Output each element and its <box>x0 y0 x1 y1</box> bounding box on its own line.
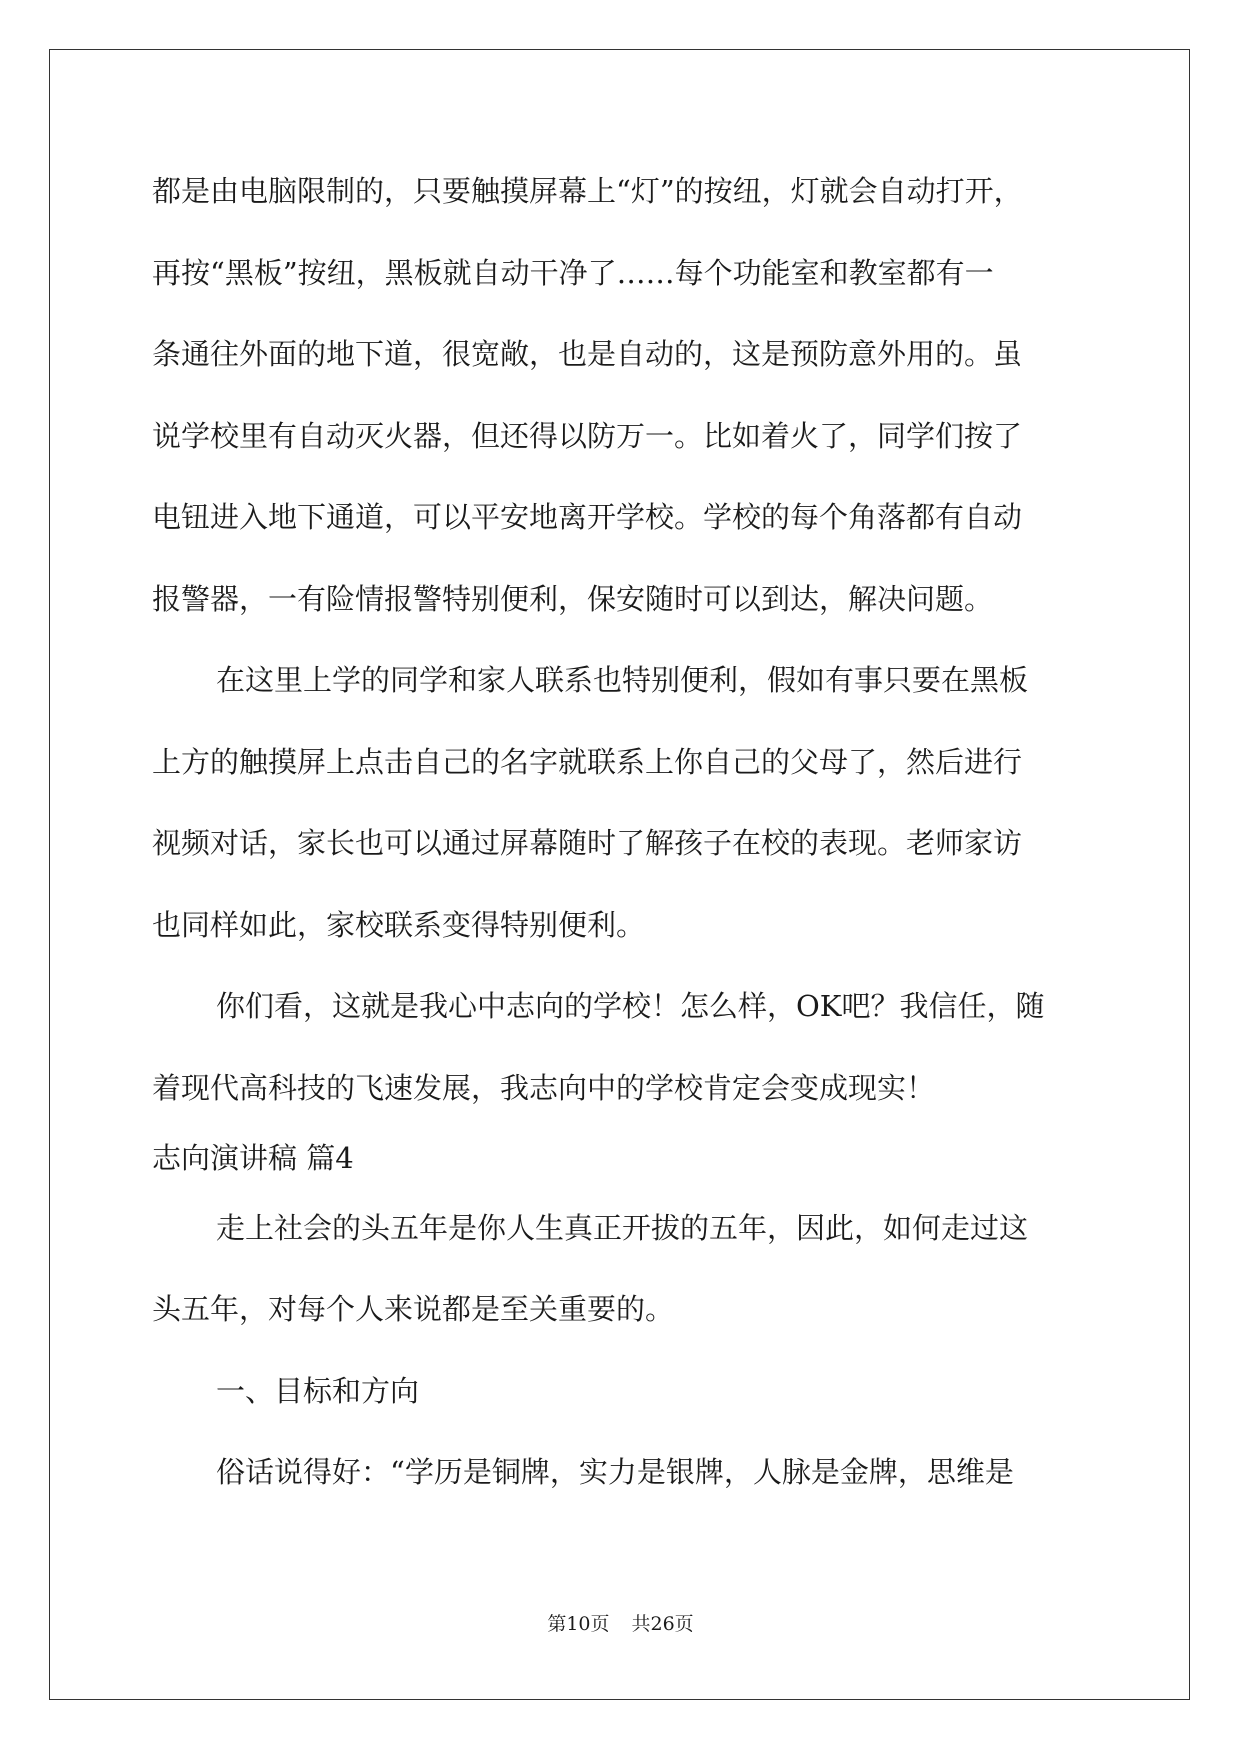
paragraph-line: 在这里上学的同学和家人联系也特别便利，假如有事只要在黑板 <box>216 663 1029 697</box>
section-heading: 志向演讲稿 篇4 <box>152 1140 354 1175</box>
page-total: 共26页 <box>631 1613 694 1635</box>
paragraph-line: 视频对话，家长也可以通过屏幕随时了解孩子在校的表现。老师家访 <box>152 826 1023 860</box>
paragraph-line: 条通往外面的地下道，很宽敞，也是自动的，这是预防意外用的。虽 <box>152 337 1023 371</box>
subheading: 一、目标和方向 <box>216 1373 420 1408</box>
paragraph-line: 说学校里有自动灭火器，但还得以防万一。比如着火了，同学们按了 <box>152 418 1023 453</box>
paragraph-line: 着现代高科技的飞速发展，我志向中的学校肯定会变成现实！ <box>152 1070 936 1105</box>
document-body <box>152 160 1090 1523</box>
paragraph-line: 你们看，这就是我心中志向的学校！怎么样，OK吧？我信任，随 <box>216 989 1045 1023</box>
page-number: 第10页 <box>547 1613 610 1635</box>
paragraph-line: 报警器，一有险情报警特别便利，保安随时可以到达，解决问题。 <box>152 581 994 616</box>
paragraph-line: 上方的触摸屏上点击自己的名字就联系上你自己的父母了，然后进行 <box>152 744 1023 779</box>
paragraph-line: 俗话说得好：“学历是铜牌，实力是银牌，人脉是金牌，思维是 <box>216 1455 1014 1489</box>
paragraph-line: 电钮进入地下通道，可以平安地离开学校。学校的每个角落都有自动 <box>152 500 1023 534</box>
paragraph-line: 再按“黑板”按纽，黑板就自动干净了……每个功能室和教室都有一 <box>152 255 994 290</box>
paragraph-line: 头五年，对每个人来说都是至关重要的。 <box>152 1292 675 1326</box>
paragraph-line: 都是由电脑限制的，只要触摸屏幕上“灯”的按纽，灯就会自动打开， <box>152 174 1023 208</box>
paragraph-line: 也同样如此，家校联系变得特别便利。 <box>152 907 646 942</box>
page-footer <box>0 1612 1241 1636</box>
paragraph-line: 走上社会的头五年是你人生真正开拔的五年，因此，如何走过这 <box>216 1210 1029 1245</box>
